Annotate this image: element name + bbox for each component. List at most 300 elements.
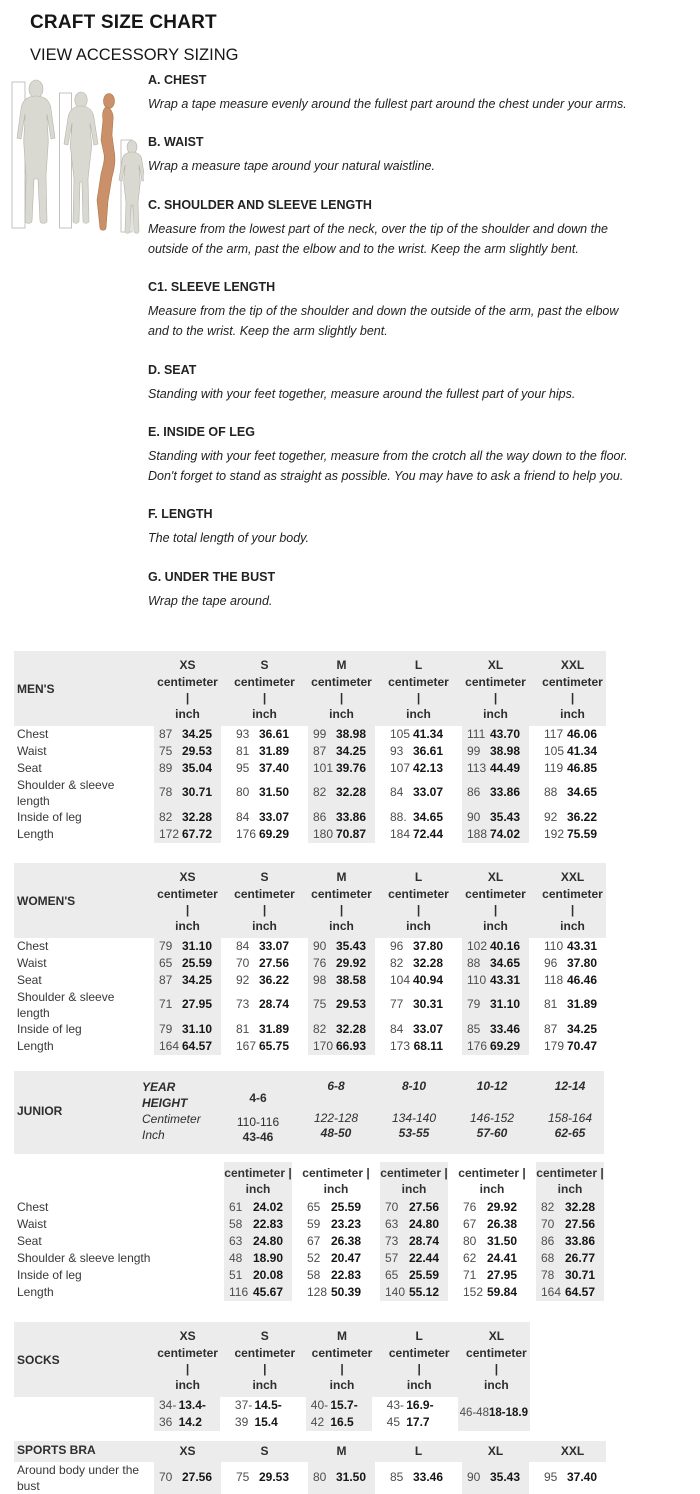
- inch-value: 43.31: [489, 972, 520, 987]
- inch-value: 50.39: [330, 1284, 361, 1299]
- size-value-cell: [224, 1267, 292, 1284]
- inch-value: 37.40: [258, 760, 289, 775]
- inch-value: 40.16: [489, 938, 520, 953]
- row-label: Inside of leg: [17, 810, 82, 825]
- inch-value: 34.65: [412, 809, 443, 824]
- size-value-cell: [462, 1038, 529, 1055]
- mens-size-table: [14, 651, 700, 843]
- size-label: XS: [179, 657, 196, 672]
- inch-value: 36.61: [258, 726, 289, 741]
- inch-value: 46.85: [566, 760, 597, 775]
- cm-value: 86: [541, 1233, 555, 1248]
- row-label: Chest: [17, 727, 49, 742]
- cm-value: 110: [544, 938, 564, 953]
- size-label: L: [414, 869, 423, 884]
- size-value-cell: [539, 777, 606, 809]
- size-value-cell: [458, 1233, 526, 1250]
- size-value-cell: [539, 760, 606, 777]
- cm-value: 75: [236, 1470, 250, 1485]
- cm-value: 82: [390, 955, 404, 970]
- size-value-cell: [385, 743, 452, 760]
- junior-age-column: [458, 1079, 526, 1145]
- sports-bra-size-table: [14, 1441, 700, 1494]
- height-inch-range: 48-50: [320, 1125, 352, 1140]
- inch-value: 20.08: [252, 1267, 283, 1282]
- size-value-cell: [539, 1021, 606, 1038]
- size-column-header: [385, 657, 452, 722]
- inch-value: 27.56: [408, 1199, 439, 1214]
- table-row: [14, 1267, 604, 1284]
- height-cm-range: 158-164: [547, 1110, 593, 1125]
- table-header-band: [14, 863, 606, 938]
- row-label: [14, 1397, 144, 1431]
- cm-value: 117: [544, 726, 564, 741]
- inch-value: 59.84: [486, 1284, 517, 1299]
- unit-centimeter-label: centimeter |: [234, 886, 295, 917]
- inch-value: 67.72: [181, 826, 212, 841]
- junior-age-column: [302, 1079, 370, 1145]
- cm-value: 48: [229, 1250, 243, 1265]
- size-column-header: [539, 657, 606, 722]
- row-label: Waist: [17, 956, 47, 971]
- row-label: Length: [17, 1285, 54, 1300]
- size-value-cell: [302, 1284, 370, 1301]
- inch-value: 46.06: [566, 726, 597, 741]
- size-value-cell: [154, 955, 221, 972]
- size-value-cell: [230, 1397, 296, 1431]
- unit-header-cell: [302, 1162, 370, 1199]
- size-label: XL: [487, 657, 504, 672]
- unit-centimeter-label: centimeter |: [388, 886, 449, 917]
- cm-value: 164: [159, 1038, 180, 1053]
- size-value-cell: [231, 1462, 298, 1494]
- cm-value: 82: [541, 1199, 555, 1214]
- cm-value: 73: [236, 997, 250, 1012]
- inch-value: 34.25: [566, 1021, 597, 1036]
- inch-value: 16.9-17.7: [406, 1397, 434, 1429]
- inch-value: 46.46: [566, 972, 597, 987]
- size-value-cell: [462, 726, 529, 743]
- cm-value: 63: [385, 1216, 399, 1231]
- cm-value: 152: [463, 1284, 484, 1299]
- unit-header-cell: [380, 1162, 448, 1199]
- inch-value: 25.59: [181, 955, 212, 970]
- year-range: 4-6: [249, 1090, 267, 1105]
- row-label: Waist: [17, 744, 47, 759]
- row-label: Chest: [17, 939, 49, 954]
- inch-value: 43.31: [566, 938, 597, 953]
- cm-value: 57: [385, 1250, 399, 1265]
- cm-value: 82: [313, 1021, 327, 1036]
- unit-inch-label: inch: [483, 918, 508, 933]
- size-label: XXL: [560, 1443, 585, 1458]
- cm-value: 79: [159, 1021, 173, 1036]
- measurement-label: B. WAIST: [148, 135, 204, 150]
- measurement-label: E. INSIDE OF LEG: [148, 424, 255, 439]
- table-row: [14, 726, 606, 743]
- cm-value: 65: [159, 955, 173, 970]
- row-label: Inside of leg: [17, 1022, 82, 1037]
- cm-value: 78: [159, 785, 173, 800]
- height-label: HEIGHT: [142, 1095, 188, 1110]
- inch-value: 32.28: [335, 785, 366, 800]
- cm-value: 86: [313, 809, 327, 824]
- measurement-item: [148, 507, 628, 548]
- size-value-cell: [308, 1021, 375, 1038]
- unit-inch-label: inch: [406, 918, 431, 933]
- cm-value: 119: [544, 760, 564, 775]
- unit-inch-label: inch: [557, 1181, 583, 1196]
- unit-centimeter-label: centimeter |: [311, 886, 372, 917]
- cm-value: 92: [544, 809, 558, 824]
- size-value-cell: [154, 760, 221, 777]
- year-range: 6-8: [327, 1078, 345, 1093]
- unit-inch-label: inch: [483, 706, 508, 721]
- unit-inch-label: inch: [560, 706, 585, 721]
- size-value-cell: [308, 938, 375, 955]
- measurement-label: F. LENGTH: [148, 507, 213, 522]
- table-row: [14, 972, 606, 989]
- size-label: XL: [487, 869, 504, 884]
- measurement-item: [148, 198, 628, 260]
- size-value-cell: [302, 1250, 370, 1267]
- measurement-item: [148, 73, 628, 114]
- cm-value: 37-39: [234, 1397, 253, 1429]
- cm-value: 75: [159, 743, 173, 758]
- size-value-cell: [224, 1250, 292, 1267]
- inch-value: 34.25: [335, 743, 366, 758]
- size-value-cell: [539, 989, 606, 1021]
- table-row: [14, 1233, 604, 1250]
- row-label: Shoulder & sleeve length: [17, 777, 115, 808]
- measurement-label: C1. SLEEVE LENGTH: [148, 280, 276, 294]
- inch-value: 26.38: [330, 1233, 361, 1248]
- cm-value: 70: [236, 955, 250, 970]
- size-value-cell: [231, 1021, 298, 1038]
- inch-value: 34.25: [181, 972, 212, 987]
- inch-value: 74.02: [489, 826, 520, 841]
- inch-value: 29.53: [258, 1470, 289, 1485]
- cm-value: 67: [463, 1216, 477, 1231]
- inch-value: 18-18.9: [488, 1407, 528, 1420]
- unit-centimeter-label: centimeter |: [466, 1345, 527, 1376]
- size-label: L: [414, 657, 423, 672]
- inch-value: 70.47: [566, 1038, 597, 1053]
- table-row: [14, 1284, 604, 1301]
- cm-value: 110: [467, 972, 487, 987]
- unit-inch-label: inch: [401, 1181, 427, 1196]
- cm-value: 81: [236, 1021, 250, 1036]
- cm-value: 82: [159, 809, 173, 824]
- inch-value: 25.59: [408, 1267, 439, 1282]
- size-value-cell: [536, 1284, 604, 1301]
- size-value-cell: [536, 1250, 604, 1267]
- size-value-cell: [539, 726, 606, 743]
- size-value-cell: [539, 826, 606, 843]
- size-label: XXL: [560, 657, 585, 672]
- year-label: YEAR: [142, 1079, 176, 1094]
- size-value-cell: [385, 972, 452, 989]
- unit-header-cell: [224, 1162, 292, 1199]
- size-value-cell: [385, 1021, 452, 1038]
- size-label: S: [260, 869, 269, 884]
- inch-value: 27.95: [486, 1267, 517, 1282]
- size-value-cell: [231, 938, 298, 955]
- table-row: [14, 743, 606, 760]
- inch-value: 35.43: [489, 809, 520, 824]
- cm-value: 101: [313, 760, 334, 775]
- cm-value: 102: [467, 938, 488, 953]
- size-value-cell: [385, 1038, 452, 1055]
- size-value-cell: [539, 809, 606, 826]
- table-row: [14, 1021, 606, 1038]
- size-value-cell: [308, 1038, 375, 1055]
- table-row: [14, 1038, 606, 1055]
- sports-bra-header-band: [14, 1441, 606, 1462]
- junior-age-column: [536, 1079, 604, 1145]
- size-column-header: [385, 869, 452, 934]
- inch-value: 24.41: [486, 1250, 517, 1265]
- inch-value: 33.07: [412, 785, 443, 800]
- cm-value: 70: [385, 1199, 399, 1214]
- cm-value: 52: [307, 1250, 321, 1265]
- cm-value: 118: [544, 972, 564, 987]
- cm-value: 80: [463, 1233, 477, 1248]
- size-value-cell: [154, 989, 221, 1021]
- inch-value: 32.28: [335, 1021, 366, 1036]
- measurement-guide-section: [8, 69, 700, 611]
- inch-value: 33.07: [258, 809, 289, 824]
- inch-value: 26.38: [486, 1216, 517, 1231]
- inch-value: 18.90: [252, 1250, 283, 1265]
- unit-inch-label: inch: [175, 706, 200, 721]
- table-row: [14, 1199, 604, 1216]
- cm-value: 79: [159, 938, 173, 953]
- table-title: WOMEN'S: [17, 893, 76, 908]
- unit-centimeter-label: centimeter |: [388, 674, 449, 705]
- inch-value: 68.11: [413, 1038, 443, 1053]
- cm-value: 107: [390, 760, 411, 775]
- size-label: XS: [179, 1328, 196, 1343]
- cm-value: 180: [313, 826, 334, 841]
- size-label: M: [336, 657, 347, 672]
- inch-value: 32.28: [181, 809, 212, 824]
- cm-value: 65: [385, 1267, 399, 1282]
- socks-header-band: [14, 1322, 530, 1397]
- cm-value: 90: [313, 938, 327, 953]
- measurement-label: D. SEAT: [148, 362, 197, 377]
- size-value-cell: [224, 1216, 292, 1233]
- cm-value: 99: [313, 726, 327, 741]
- inch-value: 66.93: [335, 1038, 366, 1053]
- inch-value: 31.89: [258, 1021, 289, 1036]
- size-value-cell: [308, 955, 375, 972]
- inch-value: 27.95: [181, 997, 212, 1012]
- table-row: [14, 1462, 606, 1494]
- height-cm-range: 110-116: [236, 1114, 280, 1129]
- cm-value: 79: [467, 997, 481, 1012]
- cm-value: 84: [236, 809, 250, 824]
- cm-value: 116: [229, 1284, 249, 1299]
- size-value-cell: [231, 777, 298, 809]
- womens-size-table: [14, 863, 700, 1055]
- inch-value: 37.80: [566, 955, 597, 970]
- size-column-header: [462, 657, 529, 722]
- cm-value: 62: [463, 1250, 477, 1265]
- unit-inch-label: inch: [560, 918, 585, 933]
- cm-value: 87: [159, 726, 173, 741]
- inch-value: 31.89: [258, 743, 289, 758]
- unit-centimeter-label: centimeter |: [465, 674, 526, 705]
- junior-unit-subheader: [14, 1162, 604, 1199]
- size-value-cell: [462, 826, 529, 843]
- child-figure: [119, 140, 144, 233]
- cm-value: 84: [390, 1021, 404, 1036]
- cm-value: 113: [467, 760, 487, 775]
- inch-value: 40.94: [412, 972, 443, 987]
- table-title: SOCKS: [17, 1352, 60, 1367]
- cm-value: 59: [307, 1216, 321, 1231]
- cm-value: 176: [467, 1038, 488, 1053]
- size-column-header: [308, 657, 375, 722]
- height-inch-range: 57-60: [476, 1125, 508, 1140]
- unit-centimeter-label: centimeter |: [380, 1165, 448, 1180]
- size-value-cell: [458, 1397, 530, 1431]
- size-value-cell: [458, 1216, 526, 1233]
- cm-value: 71: [463, 1267, 477, 1282]
- size-value-cell: [308, 989, 375, 1021]
- size-value-cell: [224, 1233, 292, 1250]
- inch-value: 34.65: [566, 785, 597, 800]
- cm-value: 46-48: [459, 1407, 489, 1420]
- table-row: [14, 938, 606, 955]
- table-row: [14, 989, 606, 1021]
- measurement-description: Wrap a tape measure evenly around the fullest part around the chest under your arms.: [148, 97, 627, 111]
- row-label: Seat: [17, 973, 42, 988]
- size-value-cell: [539, 1462, 606, 1494]
- measurement-item: [148, 135, 628, 176]
- measurement-description: Standing with your feet together, measure around the fullest part of your hips.: [148, 386, 576, 401]
- size-label: M: [336, 1443, 347, 1458]
- cm-value: 105: [544, 743, 565, 758]
- unit-inch-label: inch: [406, 706, 431, 721]
- size-value-cell: [231, 743, 298, 760]
- view-accessory-sizing-link[interactable]: VIEW ACCESSORY SIZING: [30, 46, 239, 64]
- junior-header-labels: [142, 1079, 214, 1145]
- size-value-cell: [154, 1038, 221, 1055]
- inch-value: 33.07: [258, 938, 289, 953]
- inch-value: 36.22: [258, 972, 289, 987]
- cm-value: 93: [390, 743, 404, 758]
- male-figure: [17, 80, 55, 223]
- socks-size-table: [14, 1322, 700, 1431]
- unit-centimeter-label: centimeter |: [234, 1345, 296, 1376]
- size-value-cell: [385, 955, 452, 972]
- unit-inch-label: inch: [479, 1181, 505, 1196]
- cm-value: 85: [467, 1021, 481, 1036]
- inch-value: 30.31: [412, 997, 443, 1012]
- cm-value: 89: [159, 760, 173, 775]
- cm-value: 173: [390, 1038, 411, 1053]
- cm-value: 90: [467, 809, 481, 824]
- size-value-cell: [302, 1233, 370, 1250]
- inch-value: 34.25: [181, 726, 212, 741]
- size-value-cell: [231, 726, 298, 743]
- cm-value: 70: [541, 1216, 555, 1231]
- inch-value: 27.56: [258, 955, 289, 970]
- inch-value: 64.57: [181, 1038, 212, 1053]
- cm-value: 65: [307, 1199, 321, 1214]
- cm-value: 76: [463, 1199, 477, 1214]
- size-value-cell: [458, 1267, 526, 1284]
- unit-centimeter-label: centimeter |: [157, 674, 218, 705]
- inch-value: 25.59: [330, 1199, 361, 1214]
- cm-value: 105: [390, 726, 411, 741]
- unit-centimeter-label: centimeter |: [311, 674, 372, 705]
- table-row: [14, 955, 606, 972]
- year-range: 12-14: [554, 1078, 586, 1093]
- row-label: Chest: [17, 1200, 49, 1215]
- size-value-cell: [536, 1267, 604, 1284]
- measurement-item: [148, 425, 628, 487]
- inch-value: 20.47: [330, 1250, 361, 1265]
- table-title: SPORTS BRA: [17, 1443, 96, 1458]
- unit-centimeter-label: centimeter |: [388, 1345, 450, 1376]
- cm-value: 167: [236, 1038, 257, 1053]
- size-label: S: [260, 1443, 269, 1458]
- cm-value: 61: [229, 1199, 243, 1214]
- row-label: Length: [17, 827, 54, 842]
- inch-value: 72.44: [412, 826, 443, 841]
- size-value-cell: [308, 809, 375, 826]
- size-value-cell: [224, 1284, 292, 1301]
- unit-centimeter-label: centimeter |: [536, 1165, 604, 1180]
- cm-value: 75: [313, 997, 327, 1012]
- size-value-cell: [458, 1199, 526, 1216]
- junior-size-table: [14, 1071, 700, 1301]
- inch-value: 37.40: [566, 1470, 597, 1485]
- size-value-cell: [231, 989, 298, 1021]
- inch-value: 36.22: [566, 809, 597, 824]
- size-value-cell: [536, 1216, 604, 1233]
- size-label: S: [260, 1328, 269, 1343]
- inch-value: 35.43: [335, 938, 366, 953]
- unit-inch-label: inch: [245, 1181, 271, 1196]
- cm-value: 81: [236, 743, 250, 758]
- size-label: XL: [487, 1443, 504, 1458]
- size-value-cell: [154, 726, 221, 743]
- cm-value: 188: [467, 826, 488, 841]
- inch-value: 38.58: [335, 972, 366, 987]
- measurement-item: [148, 363, 628, 404]
- size-value-cell: [385, 1462, 452, 1494]
- size-label: XXL: [560, 869, 585, 884]
- cm-value: 40-42: [310, 1397, 329, 1429]
- measurement-description: Standing with your feet together, measure from the crotch all the way down to the floor. Don't forget to stand as straight as possible. You may have to ask a friend to help you.: [148, 448, 628, 483]
- cm-value: 86: [467, 785, 481, 800]
- size-value-cell: [380, 1284, 448, 1301]
- inch-value: 29.53: [335, 997, 366, 1012]
- inch-value: 27.56: [564, 1216, 595, 1231]
- unit-inch-label: inch: [329, 706, 354, 721]
- size-label: XS: [179, 1443, 196, 1458]
- size-value-cell: [462, 743, 529, 760]
- size-value-cell: [154, 826, 221, 843]
- inch-value: 28.74: [408, 1233, 439, 1248]
- unit-centimeter-label: centimeter |: [157, 886, 218, 917]
- table-row: [14, 777, 606, 809]
- size-value-cell: [385, 777, 452, 809]
